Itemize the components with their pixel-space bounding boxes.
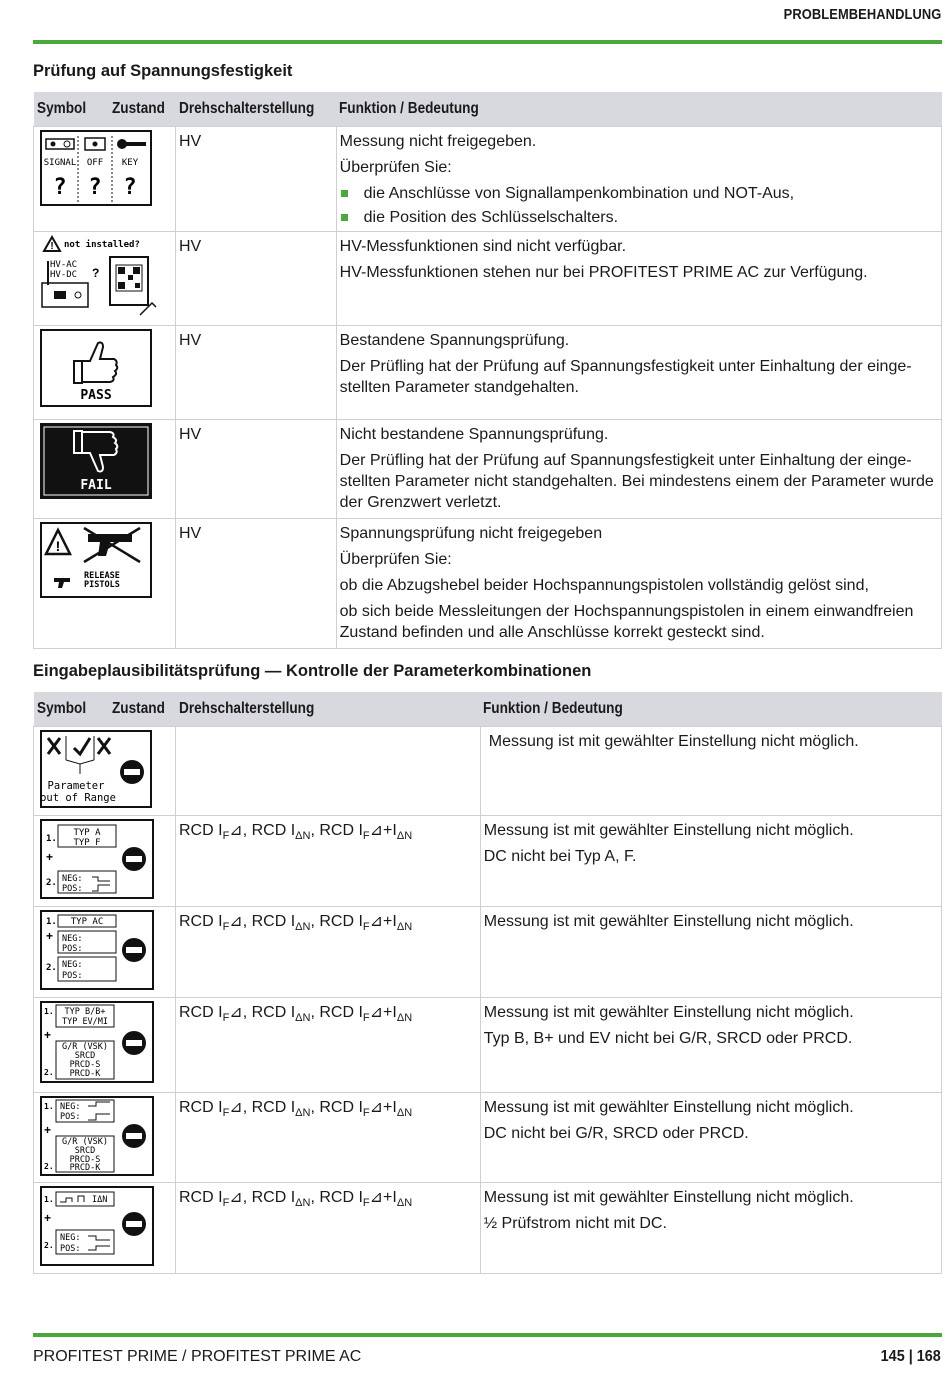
function-cell: Nicht bestandene Spannungsprüfung. Der Prüfling hat der Prüfung auf Spannungsfestigkeit unter Einhaltung der einge-stellten Parameter nicht standgehalten. Bei mindestens einem der Parameter wurde der Grenzwert verletzt. [336, 420, 941, 519]
table-row [34, 127, 942, 232]
svg-text:POS:: POS: [62, 884, 83, 894]
svg-text:POS:: POS: [60, 1244, 81, 1254]
table-row [34, 727, 942, 816]
function-cell: Spannungsprüfung nicht freigegeben Überprüfen Sie: ob die Abzugshebel beider Hochspannungspistolen vollständig gelöst sind, ob sich beide Messleitungen der Hochspannungspistolen in einem einwandfreien Zustand befinden und alle Anschlüsse korrekt gesteckt sind. [336, 519, 941, 649]
bullet-list [340, 183, 938, 228]
switch-cell: RCD $I_F⊿$, RCD $I_{\Delta N}$, RCD $I_F⊿+I_{\Delta N}$ [176, 998, 481, 1093]
not-installed-icon [40, 235, 158, 323]
svg-text:PRCD-K: PRCD-K [69, 1069, 101, 1079]
footer-product: PROFITEST PRIME / PROFITEST PRIME AC [33, 1348, 362, 1365]
section-title-plausibility: Eingabeplausibilitätsprüfung — Kontrolle der Parameterkombinationen [33, 662, 592, 680]
svg-text:1.: 1. [44, 1102, 54, 1111]
symbol-cell [34, 907, 176, 998]
switch-cell: HV [176, 519, 337, 649]
svg-text:POS:: POS: [60, 1112, 81, 1122]
svg-text:!: ! [50, 241, 54, 252]
half-test-current-icon [40, 1186, 154, 1266]
svg-text:FAIL: FAIL [80, 478, 112, 493]
svg-text:PASS: PASS [80, 388, 112, 403]
svg-text:TYP A: TYP A [73, 828, 101, 838]
svg-text:HV-DC: HV-DC [50, 270, 78, 280]
switch-cell: RCD $I_F⊿$, RCD $I_{\Delta N}$, RCD $I_F⊿+I_{\Delta N}$ [176, 907, 481, 998]
footer-page-number: 145 | 168 [880, 1348, 941, 1365]
svg-text:NEG:: NEG: [62, 934, 83, 944]
switch-cell: RCD $I_F⊿$, RCD $I_{\Delta N}$, RCD $I_F⊿+I_{\Delta N}$ [176, 816, 481, 907]
svg-text:+: + [46, 850, 54, 864]
symbol-cell [34, 727, 176, 816]
typ-b-ev-srcd-prcd-icon [40, 1001, 154, 1083]
column-header-switch: Drehschalterstellung [176, 692, 481, 727]
switch-cell: HV [176, 420, 337, 519]
table-row [34, 232, 942, 326]
svg-text:?: ? [92, 266, 100, 280]
svg-text:HV-AC: HV-AC [50, 260, 78, 270]
neg-pos-srcd-prcd-icon [40, 1096, 154, 1176]
column-header-symbol-state [34, 92, 176, 127]
function-cell: Messung ist mit gewählter Einstellung nicht möglich. DC nicht bei G/R, SRCD oder PRCD. [480, 1093, 941, 1183]
symbol-cell [34, 420, 176, 519]
svg-text:SRCD: SRCD [74, 1146, 96, 1156]
table-row [34, 1183, 942, 1274]
svg-text:POS:: POS: [62, 944, 83, 954]
svg-text:PRCD-K: PRCD-K [69, 1163, 101, 1173]
svg-text:IΔN: IΔN [92, 1195, 108, 1205]
switch-cell: HV [176, 232, 337, 326]
column-header-symbol-state [34, 692, 176, 727]
svg-text:not installed?: not installed? [64, 240, 140, 250]
svg-text:2.: 2. [44, 1068, 54, 1077]
column-header-function: Funktion / Bedeutung [336, 92, 941, 127]
svg-text:2.: 2. [44, 1241, 54, 1250]
function-cell: Messung nicht freigegeben. Überprüfen Sie: die Anschlüsse von Signallampenkombination und NOT-Aus, die Position des Schlüsselschalters. [336, 127, 941, 232]
list-item: die Position des Schlüsselschalters. [340, 207, 938, 228]
function-cell: Messung ist mit gewählter Einstellung nicht möglich. [480, 907, 941, 998]
column-header-switch: Drehschalterstellung [176, 92, 337, 127]
svg-text:?: ? [123, 175, 137, 200]
function-cell: Messung ist mit gewählter Einstellung nicht möglich. [480, 727, 941, 816]
svg-text:Parameter: Parameter [47, 780, 105, 792]
thumbs-up-pass-icon [40, 329, 152, 407]
header-rule [33, 40, 942, 44]
svg-text:?: ? [88, 175, 102, 200]
symbol-cell [34, 1183, 176, 1274]
svg-text:PRCD-S: PRCD-S [69, 1060, 101, 1070]
function-cell: Messung ist mit gewählter Einstellung nicht möglich. ½ Prüfstrom nicht mit DC. [480, 1183, 941, 1274]
svg-text:+: + [44, 1211, 52, 1225]
svg-text:NEG:: NEG: [60, 1233, 81, 1243]
function-cell: Bestandene Spannungsprüfung. Der Prüfling hat der Prüfung auf Spannungsfestigkeit unter Einhaltung der einge-stellten Parameter standgehalten. [336, 326, 941, 420]
switch-cell: RCD $I_F⊿$, RCD $I_{\Delta N}$, RCD $I_F⊿+I_{\Delta N}$ [176, 1183, 481, 1274]
column-symbol: Symbol [36, 100, 86, 117]
table-row [34, 326, 942, 420]
symbol-cell [34, 127, 176, 232]
column-state: Zustand [112, 100, 165, 117]
svg-text:TYP EV/MI: TYP EV/MI [61, 1017, 109, 1027]
symbol-cell [34, 816, 176, 907]
svg-text:G/R (VSK): G/R (VSK) [61, 1137, 109, 1147]
function-cell: HV-Messfunktionen sind nicht verfügbar. HV-Messfunktionen stehen nur bei PROFITEST PRIME AC zur Verfügung. [336, 232, 941, 326]
symbol-cell [34, 326, 176, 420]
table-row [34, 420, 942, 519]
function-cell: Messung ist mit gewählter Einstellung nicht möglich. DC nicht bei Typ A, F. [480, 816, 941, 907]
svg-text:2.: 2. [46, 963, 57, 973]
table-header-row [34, 92, 942, 127]
svg-text:NEG:: NEG: [62, 874, 83, 884]
svg-text:RELEASE: RELEASE [84, 571, 120, 581]
column-symbol: Symbol [36, 700, 86, 717]
symbol-cell [34, 1093, 176, 1183]
svg-text:1.: 1. [44, 1195, 54, 1204]
list-item: die Anschlüsse von Signallampenkombination und NOT-Aus, [340, 183, 938, 204]
signal-off-key-icon [40, 130, 152, 206]
svg-text:KEY: KEY [121, 158, 139, 168]
svg-text:+: + [44, 1028, 52, 1042]
svg-text:1.: 1. [46, 834, 57, 844]
table-row [34, 816, 942, 907]
svg-text:PRCD-S: PRCD-S [69, 1155, 101, 1165]
table-row [34, 907, 942, 998]
thumbs-down-fail-icon [40, 423, 152, 499]
svg-text:!: ! [55, 538, 61, 554]
table-header-row [34, 692, 942, 727]
table-row [34, 519, 942, 649]
svg-text:?: ? [53, 175, 67, 200]
svg-text:NEG:: NEG: [60, 1102, 81, 1112]
page-header-title: PROBLEMBEHANDLUNG [783, 6, 941, 23]
switch-cell: RCD $I_F⊿$, RCD $I_{\Delta N}$, RCD $I_F⊿+I_{\Delta N}$ [176, 1093, 481, 1183]
switch-cell [176, 727, 481, 816]
svg-text:TYP B/B+: TYP B/B+ [64, 1007, 106, 1017]
table-plausibility [33, 692, 942, 1274]
svg-text:OFF: OFF [86, 158, 104, 168]
svg-text:out of Range: out of Range [40, 792, 116, 804]
svg-text:SIGNAL: SIGNAL [43, 158, 77, 168]
svg-text:2.: 2. [46, 878, 57, 888]
svg-text:1.: 1. [44, 1007, 54, 1016]
table-row [34, 1093, 942, 1183]
svg-text:POS:: POS: [62, 971, 83, 981]
parameter-out-of-range-icon [40, 730, 152, 808]
typ-a-f-neg-pos-icon [40, 819, 154, 899]
typ-ac-neg-pos-icon [40, 910, 154, 990]
column-header-function: Funktion / Bedeutung [480, 692, 941, 727]
column-state: Zustand [112, 700, 165, 717]
svg-text:TYP F: TYP F [73, 838, 101, 848]
switch-cell: HV [176, 127, 337, 232]
symbol-cell [34, 519, 176, 649]
symbol-cell [34, 998, 176, 1093]
svg-text:1.: 1. [46, 917, 57, 927]
section-title-voltage: Prüfung auf Spannungsfestigkeit [33, 62, 293, 80]
svg-text:+: + [44, 1123, 52, 1137]
svg-text:NEG:: NEG: [62, 960, 83, 970]
svg-text:SRCD: SRCD [74, 1051, 96, 1061]
svg-text:2.: 2. [44, 1162, 54, 1171]
svg-text:G/R (VSK): G/R (VSK) [61, 1042, 109, 1052]
table-row [34, 998, 942, 1093]
svg-text:PISTOLS: PISTOLS [84, 580, 120, 590]
switch-cell: HV [176, 326, 337, 420]
function-cell: Messung ist mit gewählter Einstellung nicht möglich. Typ B, B+ und EV nicht bei G/R, SRCD oder PRCD. [480, 998, 941, 1093]
svg-text:+: + [46, 929, 54, 943]
symbol-cell [34, 232, 176, 326]
footer-rule [33, 1333, 942, 1337]
release-pistols-icon [40, 522, 152, 598]
table-voltage-strength [33, 92, 942, 649]
svg-text:TYP AC: TYP AC [70, 917, 104, 927]
